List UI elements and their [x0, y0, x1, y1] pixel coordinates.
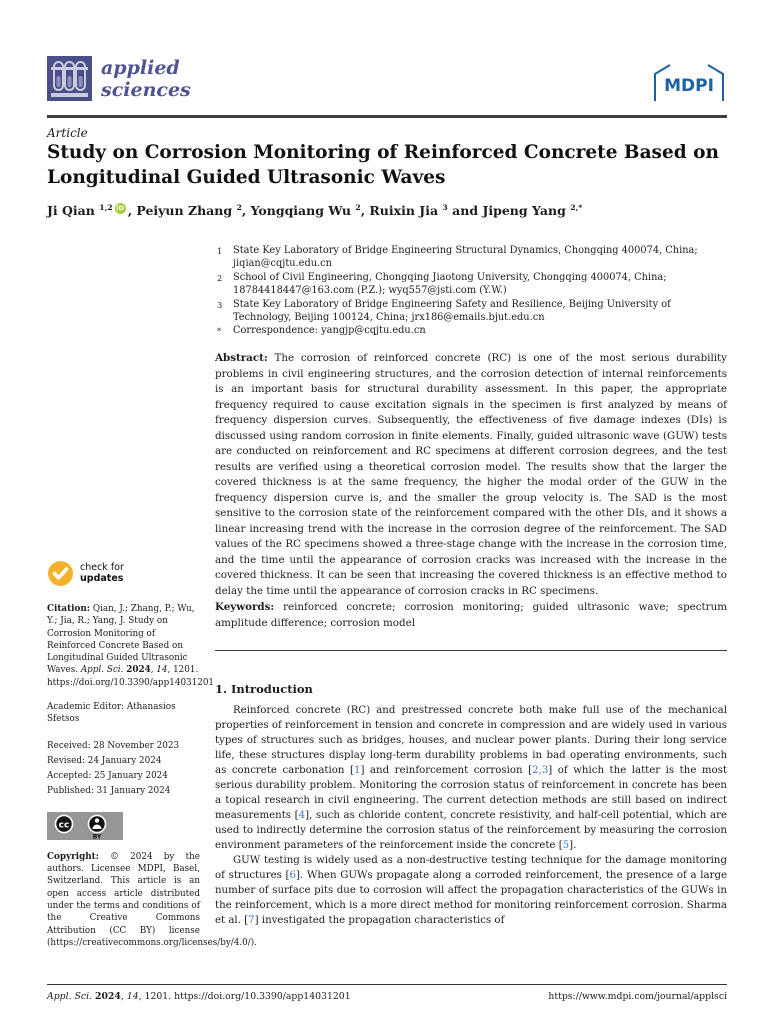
copyright-note: Copyright: © 2024 by the authors. Licensee MDPI, Basel, Switzerland. This article is an open access article distributed under the terms and conditions of the Creative Commons Attribution (CC BY) license (https://creativecommons.org/licenses/by/4.0/).	[47, 851, 257, 948]
article-type-label: Article	[47, 126, 88, 140]
mdpi-logo[interactable]	[650, 60, 728, 112]
section-divider	[215, 650, 727, 651]
check-icon	[47, 560, 74, 587]
section-heading: 1. Introduction	[215, 682, 313, 696]
page-title: Study on Corrosion Monitoring of Reinforced Concrete Based on Longitudinal Guided Ultrasonic Waves	[47, 142, 719, 188]
affiliation-text: State Key Laboratory of Bridge Engineering Structural Dynamics, Chongqing 400074, China; jiqian@cqjtu.edu.cn	[233, 245, 698, 270]
affiliation-marker: 1	[217, 246, 223, 256]
accepted-date: Accepted: 25 January 2024	[47, 771, 168, 782]
affiliation-row	[217, 244, 725, 271]
citation-ref-link[interactable]: 5	[562, 840, 570, 851]
mdpi-frame-icon	[650, 60, 728, 108]
citation-ref-link[interactable]: 1	[353, 765, 361, 776]
abstract-paragraph: Abstract: The corrosion of reinforced concrete (RC) is one of the most serious durability problems in civil engineering structures, and the corrosion detection of internal reinforcements is an important basis for structural durability assessment. In this paper, the appropriate frequency required to cause excitation signals in the specimen is first analyzed by means of frequency dispersion curves. Subsequently, the effectiveness of five damage indexes (DIs) is discussed using random corrosion in finite elements. Finally, guided ultrasonic wave (GUW) tests are conducted on reinforcement and RC specimens at different corrosion degrees, and the test results are verified using a theoretical corrosion model. The results show that the larger the covered thickness is at the same frequency, the higher the modal order of the GUW in the frequency dispersion curve is, and the smaller the group velocity is. The SAD is the most sensitive to the corrosion state of the reinforcement compared with the other DIs, and it shows a linear increasing trend with the increase in the corrosion degree of the reinforcement. The SAD values of the RC specimens showed a three-stage change with the increase in the corrosion time, and the time until the appearance of corrosion cracks was increased with the increase in the covered thickness. It can be seen that increasing the covered thickness is an effective method to delay the time until the appearance of corrosion cracks in RC specimens.	[215, 352, 727, 597]
affiliation-row	[217, 298, 725, 325]
footer-rule	[47, 984, 727, 985]
journal-wordmark	[101, 56, 191, 101]
published-date: Published: 31 January 2024	[47, 786, 171, 797]
cc-by-icon	[47, 812, 123, 840]
footer-journal-link[interactable]: https://www.mdpi.com/journal/applsci	[548, 991, 727, 1002]
svg-text:cc: cc	[58, 820, 70, 831]
wordmark-line2: sciences	[101, 79, 191, 101]
header-rule	[47, 115, 727, 118]
affiliation-marker: *	[217, 326, 222, 337]
test-tubes-icon	[47, 56, 92, 101]
footer	[47, 991, 727, 1002]
affiliation-row	[217, 271, 725, 298]
footer-citation-link[interactable]: Appl. Sci. 2024, 14, 1201. https://doi.org/10.3390/app14031201	[47, 991, 351, 1002]
citation-note: Citation: Qian, J.; Zhang, P.; Wu, Y.; Jia, R.; Yang, J. Study on Corrosion Monitoring of Reinforced Concrete Based on Longitudinal Guided Ultrasonic Waves. Appl. Sci. 2024, 14, 1201. https://doi.org/10.3390/app14031201	[47, 604, 215, 688]
sidebar	[47, 560, 257, 949]
citation-ref-link[interactable]: 4	[298, 810, 306, 821]
orcid-icon[interactable]: iD	[116, 204, 124, 212]
check-for-updates-badge[interactable]	[47, 560, 200, 587]
affiliation-row	[217, 324, 725, 338]
affiliation-marker: 2	[217, 272, 223, 283]
article-history	[47, 740, 200, 798]
affiliations	[217, 244, 725, 339]
affiliation-text: State Key Laboratory of Bridge Engineering Safety and Resilience, Beijing University of Technology, Beijing 100124, China; jrx186@emails.bjut.edu.cn	[233, 298, 671, 324]
introduction-section	[215, 682, 727, 928]
body-paragraph: Reinforced concrete (RC) and prestressed concrete both make full use of the mechanical properties of reinforcement in tension and concrete in compression and are widely used in various types of structures such as bridges, houses, and nuclear power plants. During their long service life, these structures display long-term durability problems in bad operating environments, such as concrete carbonation [1] and reinforcement corrosion [2,3] of which the latter is the most serious durability problem. Monitoring the corrosion status of reinforcement in concrete has been a topical research in civil engineering. The current detection methods are still based on indirect measurements [4], such as chloride content, concrete resistivity, and half-cell potential, which are used to indirectly determine the corrosion status of the reinforcement by measuring the corrosion environment parameters of the reinforcement inside the concrete [5].	[215, 705, 727, 851]
wordmark-line1: applied	[101, 57, 180, 79]
citation-ref-link[interactable]: 6	[289, 870, 296, 881]
affiliation-text: Correspondence: yangjp@cqjtu.edu.cn	[233, 325, 426, 337]
affiliation-text: School of Civil Engineering, Chongqing Jiaotong University, Chongqing 400074, China; 18784418447@163.com (P.Z.); wyq557@jsti.com (Y.W.)	[233, 271, 667, 297]
revised-date: Revised: 24 January 2024	[47, 755, 162, 766]
citation-ref-link[interactable]: 7	[248, 915, 255, 926]
cc-by-label: BY	[92, 833, 102, 840]
check-for-updates-label: check for updates	[80, 562, 124, 584]
journal-logo	[47, 56, 191, 101]
cc-license-badge[interactable]	[47, 812, 200, 844]
body-paragraph: GUW testing is widely used as a non-destructive testing technique for the damage monitoring of structures [6]. When GUWs propagate along a corroded reinforcement, the presence of a large number of surface pits due to corrosion will affect the propagation characteristics of the GUWs in the reinforcement, which is a more direct method for monitoring reinforcement corrosion. Sharma et al. [7] investigated the propagation characteristics of	[215, 855, 727, 926]
received-date: Received: 28 November 2023	[47, 740, 180, 751]
authors-line: Ji Qian $^{1,2}$ iD , Peiyun Zhang $^2$, Yongqiang Wu $^2$, Ruixin Jia $^3$ and Jipeng Yang $^{2,*}$	[47, 203, 583, 219]
affiliation-marker: 3	[217, 299, 223, 310]
keywords-paragraph: Keywords: reinforced concrete; corrosion monitoring; guided ultrasonic wave; spectrum amplitude difference; corrosion model	[215, 601, 727, 629]
mdpi-wordmark: MDPI	[664, 76, 714, 96]
academic-editor-note: Academic Editor: Athanasios Sfetsos	[47, 702, 176, 725]
citation-ref-link[interactable]: 2,3	[532, 765, 549, 776]
